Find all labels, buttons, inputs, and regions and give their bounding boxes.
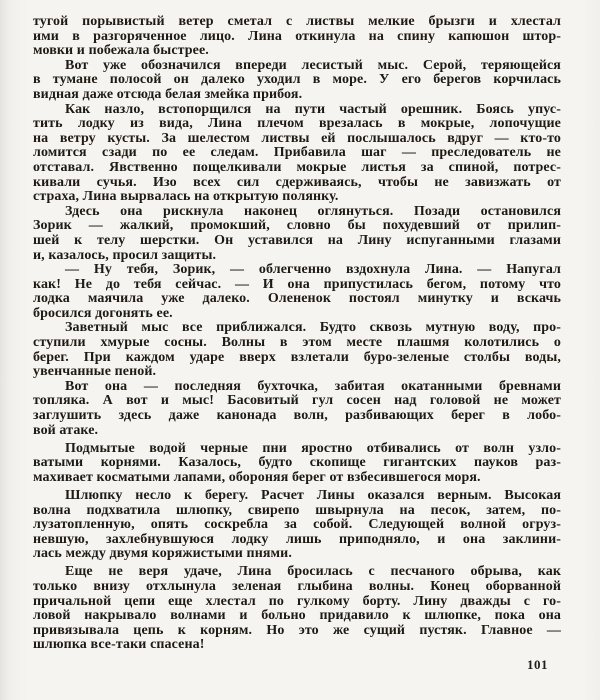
text-line: Вот уже обозначился впереди лесистый мыс. Серой, теряющейся xyxy=(65,57,561,73)
text-line: лась между двумя коряжистыми пнями. xyxy=(33,546,292,562)
paragraph xyxy=(33,205,561,263)
text-line: заглушить здесь даже канонада волн, разбивающих берег в лобо- xyxy=(33,408,561,424)
paragraph xyxy=(33,263,561,321)
text-line: Подмытые водой черные пни яростно отбивались от волн узло- xyxy=(65,440,561,456)
text-line: видная даже отсюда белая змейка прибоя. xyxy=(33,86,303,102)
text-line: увенчанные пеной. xyxy=(33,364,157,380)
text-line: волна подхватила шлюпку, свирепо швырнула на песок, затем, по- xyxy=(33,502,561,518)
text-line: Здесь она рискнула наконец оглянуться. Позади остановился xyxy=(65,203,561,219)
text-line: Заветный мыс все приближался. Будто сквозь мутную воду, про- xyxy=(65,320,561,336)
paragraph xyxy=(33,442,561,486)
text-line: привязывала цепь к корням. Но это же сущий пустяк. Главное — xyxy=(33,622,561,638)
paragraph xyxy=(33,59,561,103)
text-line: бросился догонять ее. xyxy=(33,305,173,321)
text-line: ломится сзади по ее следам. Прибавила шаг — преследователь не xyxy=(33,145,561,161)
text-line: шей к телу шерстки. Он уставился на Лину испуганными глазами xyxy=(33,232,561,248)
text-line: лодка маячила уже далеко. Олененок постоял минутку и вскачь xyxy=(33,291,561,307)
text-line: мовки и побежала быстрее. xyxy=(33,43,209,59)
paragraph xyxy=(33,489,561,562)
text-line: ими в разгоряченное лицо. Лина откинула на спину капюшон штор- xyxy=(33,28,561,44)
text-line: лузатопленную, опять соскребла за собой. Следующей волной огруз- xyxy=(33,517,561,533)
text-line: Шлюпку несло к берегу. Расчет Лины оказался верным. Высокая xyxy=(65,488,561,503)
text-line: ловой накрывало волнами и больно придавило к шлюпке, пока она xyxy=(33,608,561,624)
text-line: в тумане полосой он далеко уходил в море. У его берегов корчилась xyxy=(33,72,561,88)
paragraph xyxy=(33,380,561,438)
text-line: невшую, захлебнувшуюся лодку лишь приподняло, и она заклини- xyxy=(33,531,561,547)
text-line: Вот она — последняя бухточка, забитая окатанными бревнами xyxy=(65,378,561,394)
paragraph xyxy=(33,15,561,59)
text-block xyxy=(33,15,561,653)
text-line: вой атаке. xyxy=(33,422,99,438)
text-line: ватыми корнями. Казалось, будто скопище гигантских пауков раз- xyxy=(33,455,561,471)
text-line: страха, Лина вырвалась на открытую полянку. xyxy=(33,189,339,205)
text-line: только внизу отхлынула зеленая глыбина волны. Конец оборванной xyxy=(33,579,561,595)
paragraph xyxy=(33,565,561,653)
text-line: Еще не веря удаче, Лина бросилась с песчаного обрыва, как xyxy=(65,564,561,580)
text-line: причальной цепи еще хлестал по гулкому борту. Лину дважды с го- xyxy=(33,593,561,609)
text-line: отставал. Явственно пощелкивали мокрые листья за спиной, потрес- xyxy=(33,159,561,175)
text-line: ступили хмурые сосны. Волны в этом месте плашмя колотились о xyxy=(33,335,561,351)
text-line: как! Не до тебя сейчас. — И она припустилась бегом, потому что xyxy=(33,276,561,292)
text-line: Как назло, встопорщился на пути частый орешник. Боясь упус- xyxy=(65,101,561,117)
page-number: 101 xyxy=(527,657,548,672)
paragraph xyxy=(33,103,561,205)
text-line: и, казалось, просил защиты. xyxy=(33,247,217,263)
paragraph xyxy=(33,321,561,379)
text-line: — Ну тебя, Зорик, — облегченно вздохнула Лина. — Напугал xyxy=(65,262,561,278)
text-line: кивали сучья. Изо всех сил сдерживаясь, чтобы не завизжать от xyxy=(33,174,561,190)
text-line: топляка. А вот и мыс! Басовитый гул сосен над головой не может xyxy=(33,393,561,409)
text-line: тугой порывистый ветер сметал с листвы мелкие брызги и хлестал xyxy=(33,14,561,29)
text-line: Зорик — жалкий, промокший, словно бы похудевший от прилип- xyxy=(33,218,561,234)
text-line: шлюпка все-таки спасена! xyxy=(33,637,205,653)
text-line: берег. При каждом ударе вверх взлетали буро-зеленые столбы воды, xyxy=(33,349,561,365)
text-line: махивает косматыми лапами, обороняя берег от взбесившегося моря. xyxy=(33,469,481,485)
text-line: на ветру кусты. За шелестом листвы ей послышалось вдруг — кто-то xyxy=(33,130,561,146)
text-line: тить лодку из вида, Лина плечом врезалась в мокрые, лопочущие xyxy=(33,116,561,132)
